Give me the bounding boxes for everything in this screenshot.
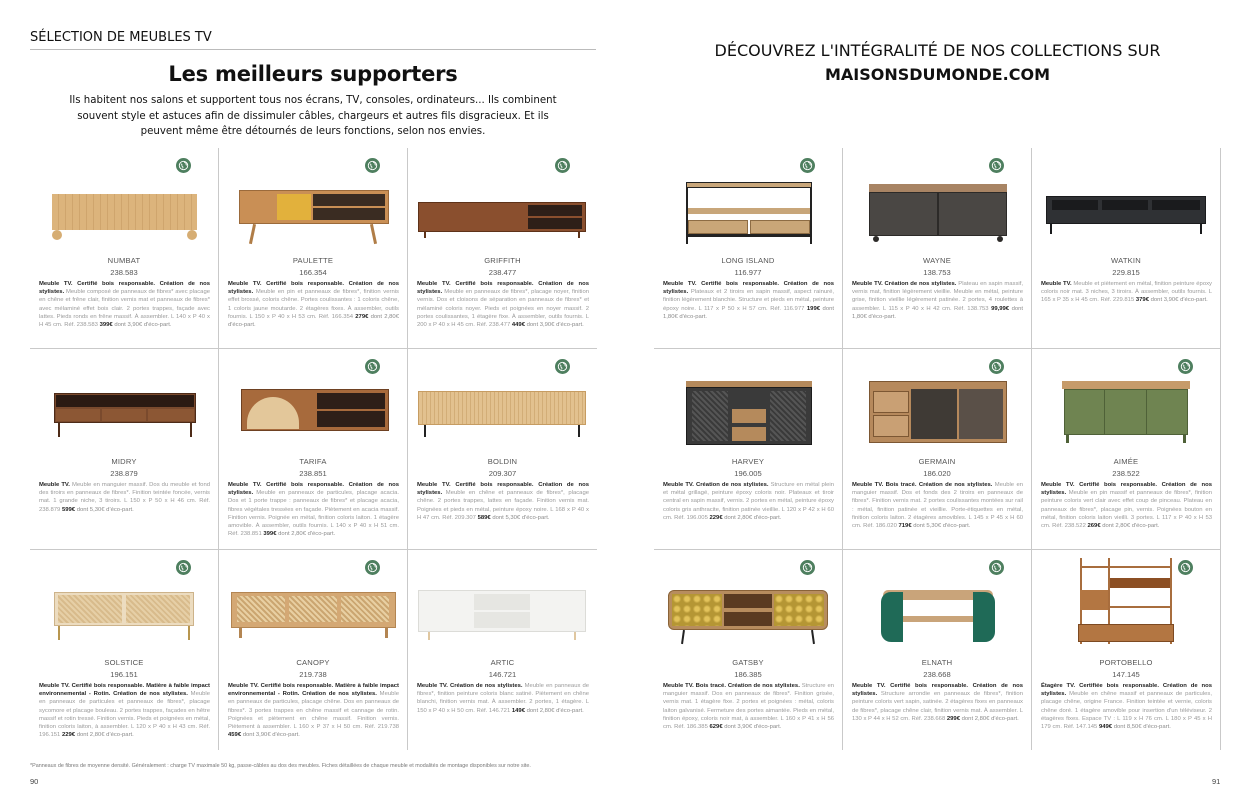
green-globe-icon bbox=[555, 359, 570, 374]
product-description bbox=[1041, 481, 1212, 530]
desc-lead: Meuble TV. Création de nos stylistes. bbox=[417, 683, 523, 689]
product-image bbox=[418, 580, 587, 655]
product-image bbox=[664, 178, 832, 253]
product-name: BOLDIN bbox=[487, 457, 518, 466]
product-image bbox=[853, 379, 1021, 454]
product-image bbox=[853, 580, 1021, 655]
product-description bbox=[39, 481, 210, 514]
desc-body: Meuble en panneaux de fibres*, placage noyer, finition vernis. Dos et cloisons de séparation en panneaux de fibres* et mélaminé coloris noyer. Pieds et poignées en noyer massif. 2 portes coulissantes, 1 étagère fixe. À assembler, outils fournis. L 200 x P 40 x H 45 cm. Réf. 238.477 bbox=[417, 289, 589, 329]
product-card-gatsby[interactable] bbox=[654, 550, 843, 750]
green-globe-icon bbox=[1178, 359, 1193, 374]
desc-lead: Meuble TV. Certifié bois responsable. Création de nos stylistes. bbox=[663, 281, 834, 296]
product-price: 399€ bbox=[263, 531, 277, 538]
product-card-portobello[interactable] bbox=[1032, 550, 1221, 750]
product-card-midry[interactable] bbox=[30, 349, 219, 550]
product-image bbox=[418, 379, 587, 454]
product-image bbox=[853, 178, 1021, 253]
product-image bbox=[40, 379, 208, 454]
product-description bbox=[663, 481, 834, 522]
product-ref: 186.020 bbox=[923, 469, 951, 478]
green-globe-icon bbox=[989, 359, 1004, 374]
product-grid-left bbox=[30, 148, 597, 750]
green-globe-icon bbox=[989, 158, 1004, 173]
product-description bbox=[417, 481, 589, 522]
green-globe-icon bbox=[800, 158, 815, 173]
eco-part: dont 5,30€ d'éco-part. bbox=[492, 514, 550, 521]
desc-body: Meuble en manguier massif. Dos du meuble et fond des tiroirs en panneaux de fibres*. Finition teintée foncée, vernis mat. 1 grande niche, 3 tiroirs. L 150 x P 50 x H 46 cm. Réf. 238.879 bbox=[39, 482, 211, 513]
desc-body: Plateau en sapin massif, vernis mat, finition légèrement vieillie. Meuble en métal, peinture grise, finition vieillie légèrement patinée. 2 portes, 4 roulettes à assembler. L 115 x P 40 x H 42 cm. Réf. 138.753 bbox=[852, 281, 1023, 312]
desc-body: Meuble composé de panneaux de fibres* avec placage en chêne et frêne clair, finition vernis mat et panneaux de fibres* avec mélaminé effet bois clair. 2 portes trappes, façade avec lattes. Pieds ronds en frêne massif. À assembler. L 140 x P 40 x H 45 cm. Réf. 238.583 bbox=[39, 289, 211, 329]
product-description bbox=[228, 481, 399, 538]
product-card-wayne[interactable] bbox=[843, 148, 1032, 349]
desc-body: Structure en manguier massif. Dos en panneaux de fibres*. Finition grisée, vernis mat. 1 étagère fixe. 2 portes et poignées : métal, coloris laiton galvanisé. Fermeture des portes aimantée. Pieds en métal, finition époxy, coloris noir mat, à assembler. L 160 x P 41 x H 56 cm. Réf. 186.385 bbox=[663, 683, 834, 731]
product-price: 299€ bbox=[946, 715, 960, 722]
eco-part: dont 3,90€ d'éco-part. bbox=[242, 732, 300, 739]
product-price: 449€ bbox=[511, 322, 525, 329]
desc-lead: Meuble TV. Certifié bois responsable. Création de nos stylistes. bbox=[39, 281, 210, 296]
green-globe-icon bbox=[1178, 560, 1193, 575]
desc-body: Plateaux et 2 tiroirs en sapin massif, aspect rainuré, finition légèrement blanchie. Structure et pieds en métal, peinture époxy noire. L 117 x P 50 x H 57 cm. Réf. 116.977 bbox=[663, 289, 834, 312]
product-description bbox=[852, 481, 1023, 530]
product-name: NUMBAT bbox=[107, 256, 141, 265]
product-image bbox=[418, 178, 587, 253]
desc-lead: Meuble TV. bbox=[1041, 281, 1072, 287]
page-number: 90 bbox=[30, 777, 39, 786]
green-globe-icon bbox=[365, 560, 380, 575]
eco-part: dont 2,80€ d'éco-part. bbox=[526, 707, 584, 714]
desc-body: Structure en métal plein et métal grillagé, peinture époxy coloris noir. Plateaux et tiroir central en sapin massif, vernis. 2 portes en métal, peinture époxy coloris gris anthracite, finition patinée vieillie. L 120 x P 42 x H 60 cm. Réf. 196.005 bbox=[663, 482, 834, 521]
product-card-numbat[interactable] bbox=[30, 148, 219, 349]
product-name: TARIFA bbox=[299, 457, 327, 466]
product-card-paulette[interactable] bbox=[219, 148, 408, 349]
product-description bbox=[852, 280, 1023, 321]
product-image bbox=[664, 379, 832, 454]
desc-body: Meuble en chêne massif et panneaux de particules, placage chêne, origine France. Finition teintée et vernie, coloris chêne doré. 1 étagère amovible pour insertion d'un téléviseur. 2 étagères fixes. Espace TV : L 119 x H 76 cm. L 180 x P 45 x H 179 cm. Réf. 147.145 bbox=[1041, 691, 1213, 731]
eco-part: dont 2,80€ d'éco-part. bbox=[1102, 523, 1160, 530]
desc-body: Meuble en pin et panneaux de fibres*, finition vernis effet brossé, coloris chêne. Portes coulissantes : 1 coloris chêne, 1 coloris jaune moutarde. 2 étagères fixes. À assembler, outils fournis. L 150 x P 40 x H 53 cm. Réf. 166.354 bbox=[228, 289, 399, 320]
page-number: 91 bbox=[1212, 777, 1221, 786]
desc-lead: Meuble TV. Certifié bois responsable. Création de nos stylistes. bbox=[417, 482, 589, 497]
product-card-artic[interactable] bbox=[408, 550, 597, 750]
product-description bbox=[39, 682, 210, 739]
product-image bbox=[229, 178, 397, 253]
desc-lead: Meuble TV. Bois tracé. Création de nos stylistes. bbox=[663, 683, 800, 689]
product-price: 199€ bbox=[806, 305, 821, 312]
product-name: CANOPY bbox=[296, 658, 330, 667]
product-image bbox=[229, 580, 397, 655]
product-price: 629€ bbox=[709, 724, 723, 731]
product-ref: 166.354 bbox=[299, 268, 327, 277]
desc-lead: Meuble TV. Certifié bois responsable. Création de nos stylistes. bbox=[852, 683, 1023, 698]
product-image bbox=[1042, 580, 1210, 655]
eco-part: dont 2,80€ d'éco-part. bbox=[278, 531, 336, 538]
product-ref: 196.005 bbox=[734, 469, 762, 478]
product-image bbox=[40, 580, 208, 655]
product-description bbox=[228, 280, 399, 329]
product-grid-right bbox=[654, 148, 1221, 750]
product-name: GRIFFITH bbox=[484, 256, 521, 265]
eco-part: dont 2,80€ d'éco-part. bbox=[76, 732, 134, 739]
product-name: MIDRY bbox=[111, 457, 137, 466]
product-image bbox=[1042, 379, 1210, 454]
product-name: PAULETTE bbox=[292, 256, 334, 265]
product-name: HARVEY bbox=[731, 457, 765, 466]
desc-body: Meuble en chêne et panneaux de fibres*, placage chêne. 2 portes trappes, lattes en façade. Finition vernis mat. Poignées et pieds en métal, peinture époxy noire. L 168 x P 40 x H 47 cm. Réf. 209.307 bbox=[417, 490, 589, 521]
green-globe-icon bbox=[176, 158, 191, 173]
desc-lead: Meuble TV. Certifié bois responsable. Matière à faible impact environnemental - Rotin. Création de nos stylistes. bbox=[39, 683, 210, 698]
product-card-harvey[interactable] bbox=[654, 349, 843, 550]
desc-body: Meuble en panneaux de fibres*, finition peinture coloris blanc satiné. Piètement en chêne blanchi, finition vernis mat. À assembler. 2 portes, 1 étagère. L 150 x P 40 x H 50 cm. Réf. 146.721 bbox=[417, 683, 589, 714]
product-ref: 116.977 bbox=[734, 268, 762, 277]
product-price: 99,99€ bbox=[991, 305, 1010, 312]
product-ref: 238.668 bbox=[923, 670, 951, 679]
footnote: *Panneaux de fibres de moyenne densité. Généralement : charge TV maximale 50 kg, passe-câbles au dos des meubles. Fiches détaillées de chaque meuble et modalités de montage disponibles sur notre site. bbox=[30, 763, 531, 769]
product-ref: 238.583 bbox=[110, 268, 138, 277]
product-description bbox=[417, 280, 589, 329]
product-price: 949€ bbox=[1098, 724, 1113, 731]
product-description bbox=[1041, 280, 1212, 305]
desc-lead: Meuble TV. bbox=[39, 482, 70, 488]
eco-part: dont 2,80€ d'éco-part. bbox=[961, 715, 1019, 722]
desc-lead: Meuble TV. Certifié bois responsable. Création de nos stylistes. bbox=[228, 281, 399, 296]
product-price: 279€ bbox=[355, 313, 369, 320]
product-image bbox=[664, 580, 832, 655]
eco-part: dont 1,80€ d'éco-part. bbox=[852, 305, 1024, 320]
product-name: GATSBY bbox=[732, 658, 764, 667]
product-price: 599€ bbox=[61, 506, 76, 513]
product-name: WAYNE bbox=[922, 256, 951, 265]
product-ref: 209.307 bbox=[488, 469, 517, 478]
eco-part: dont 5,30€ d'éco-part. bbox=[76, 506, 134, 513]
product-card-griffith[interactable] bbox=[408, 148, 597, 349]
product-card-solstice[interactable] bbox=[30, 550, 219, 750]
product-card-germain[interactable] bbox=[843, 349, 1032, 550]
product-card-long-island[interactable] bbox=[654, 148, 843, 349]
product-ref: 238.879 bbox=[110, 469, 138, 478]
product-description bbox=[663, 682, 834, 731]
product-name: PORTOBELLO bbox=[1099, 658, 1153, 667]
product-price: 589€ bbox=[477, 514, 491, 521]
product-description bbox=[1041, 682, 1212, 731]
product-price: 719€ bbox=[898, 523, 912, 530]
product-price: 229€ bbox=[709, 514, 723, 521]
product-ref: 146.721 bbox=[488, 670, 517, 679]
right-page bbox=[625, 0, 1250, 803]
product-card-tarifa[interactable] bbox=[219, 349, 408, 550]
product-description bbox=[852, 682, 1023, 723]
product-name: AIMÉE bbox=[1113, 457, 1139, 466]
product-ref: 238.522 bbox=[1112, 469, 1140, 478]
product-ref: 229.815 bbox=[1112, 268, 1140, 277]
product-image bbox=[229, 379, 397, 454]
desc-body: Structure arrondie en panneaux de fibres*, finition peinture coloris vert sapin, satinée. 2 étagères fixes en panneaux de fibres*, placage chêne clair, finition vernis mat. À assembler. L 130 x P 44 x H 52 cm. Réf. 238.668 bbox=[852, 691, 1023, 722]
desc-lead: Meuble TV. Création de nos stylistes. bbox=[663, 482, 769, 488]
desc-body: Meuble en panneaux de particules et panneaux de fibres*, placage sycomore et placage bouleau. 2 portes trappes, façades en hêtre massif et rotin tressé. Finition vernis. Pieds et poignées en métal, finition coloris laiton, à assembler. L 120 x P 40 x H 43 cm. Réf. 196.151 bbox=[39, 691, 210, 739]
green-globe-icon bbox=[365, 359, 380, 374]
product-description bbox=[663, 280, 834, 321]
desc-lead: Meuble TV. Création de nos stylistes. bbox=[852, 281, 957, 287]
product-ref: 196.151 bbox=[110, 670, 138, 679]
eco-part: dont 8,50€ d'éco-part. bbox=[1113, 724, 1171, 731]
desc-lead: Meuble TV. Bois tracé. Création de nos stylistes. bbox=[852, 482, 993, 488]
section-title: SÉLECTION DE MEUBLES TV bbox=[30, 30, 596, 50]
product-description bbox=[228, 682, 399, 739]
eco-part: dont 5,30€ d'éco-part. bbox=[913, 523, 971, 530]
desc-lead: Étagère TV. Certifiée bois responsable. Création de nos stylistes. bbox=[1041, 683, 1212, 698]
eco-part: dont 3,90€ d'éco-part. bbox=[526, 322, 584, 329]
product-name: LONG ISLAND bbox=[721, 256, 775, 265]
product-name: SOLSTICE bbox=[104, 658, 144, 667]
product-card-boldin[interactable] bbox=[408, 349, 597, 550]
green-globe-icon bbox=[800, 560, 815, 575]
green-globe-icon bbox=[555, 158, 570, 173]
product-card-elnath[interactable] bbox=[843, 550, 1032, 750]
desc-body: Meuble en manguier massif. Dos et fonds des 2 tiroirs en panneaux de fibres*. Finition vernis mat. 2 portes coulissantes montées sur rail : métal, finition patinée et vieillie. Porte-étiquettes en métal, finition coloris laiton. 2 étagères amovibles. L 145 x P 45 x H 60 cm. Réf. 186.020 bbox=[852, 482, 1024, 530]
eco-part: dont 1,80€ d'éco-part. bbox=[663, 305, 835, 320]
product-name: WATKIN bbox=[1111, 256, 1141, 265]
desc-body: Meuble en panneaux de particules, placage chêne. Dos en panneaux de fibres*. 3 portes trappes en chêne massif et cannage de rotin. Poignées et piètement en chêne massif. Finition vernis. Piètement à assembler. L 160 x P 37 x H 50 cm. Réf. 219.738 bbox=[228, 691, 399, 731]
product-price: 459€ bbox=[228, 732, 242, 739]
product-ref: 138.753 bbox=[923, 268, 951, 277]
green-globe-icon bbox=[176, 560, 191, 575]
desc-lead: Meuble TV. Certifié bois responsable. Création de nos stylistes. bbox=[228, 482, 399, 497]
product-description bbox=[417, 682, 589, 715]
product-ref: 238.851 bbox=[299, 469, 327, 478]
promo-line: DÉCOUVREZ L'INTÉGRALITÉ DE NOS COLLECTIONS SUR bbox=[714, 41, 1161, 60]
product-ref: 147.145 bbox=[1112, 670, 1140, 679]
desc-lead: Meuble TV. Certifié bois responsable. Matière à faible impact environnemental - Rotin. Création de nos stylistes. bbox=[228, 683, 399, 698]
page-headline: Les meilleurs supporters bbox=[168, 62, 458, 86]
eco-part: dont 3,90€ d'éco-part. bbox=[1150, 297, 1208, 304]
product-card-aimee[interactable] bbox=[1032, 349, 1221, 550]
product-name: ARTIC bbox=[490, 658, 515, 667]
eco-part: dont 2,80€ d'éco-part. bbox=[724, 514, 782, 521]
product-price: 269€ bbox=[1087, 523, 1101, 530]
product-image bbox=[1042, 178, 1210, 253]
product-price: 379€ bbox=[1135, 297, 1149, 304]
eco-part: dont 3,90€ d'éco-part. bbox=[114, 322, 172, 329]
product-ref: 186.385 bbox=[734, 670, 762, 679]
product-name: ELNATH bbox=[921, 658, 953, 667]
product-price: 399€ bbox=[99, 322, 113, 329]
product-card-canopy[interactable] bbox=[219, 550, 408, 750]
product-name: GERMAIN bbox=[918, 457, 956, 466]
website-link[interactable]: MAISONSDUMONDE.COM bbox=[824, 65, 1051, 84]
desc-lead: Meuble TV. Certifié bois responsable. Création de nos stylistes. bbox=[1041, 482, 1212, 497]
product-ref: 238.477 bbox=[488, 268, 517, 277]
green-globe-icon bbox=[989, 560, 1004, 575]
product-image bbox=[40, 178, 208, 253]
desc-body: Meuble et piètement en métal, finition peinture époxy coloris noir mat. 3 niches, 3 tiroirs. À assembler, outils fournis. L 165 x P 35 x H 45 cm. Réf. 229.815 bbox=[1041, 281, 1213, 304]
product-description bbox=[39, 280, 210, 329]
eco-part: dont 2,80€ d'éco-part. bbox=[228, 313, 399, 329]
intro-text: Ils habitent nos salons et supportent tous nos écrans, TV, consoles, ordinateurs... Ils combinent souvent style et astuces afin de dissimuler câbles, chargeurs et autres fils disgracieux. Et ils peuvent même être détournés de leurs fonctions, selon nos envies. bbox=[69, 95, 557, 137]
desc-body: Meuble en panneaux de particules, placage acacia. Dos et 1 porte trappe : panneaux de fibres* et placage acacia, fibres végétales tressées en façade. Piètement en acacia massif. Finition vernis. Poignée en métal, finition coloris laiton. 1 étagère amovible. À assembler, outils fournis. L 140 x P 40 x H 51 cm. Réf. 238.851 bbox=[228, 490, 399, 538]
eco-part: dont 3,90€ d'éco-part. bbox=[724, 724, 782, 731]
product-card-watkin[interactable] bbox=[1032, 148, 1221, 349]
desc-body: Meuble en pin massif et panneaux de fibres*, finition peinture coloris vert clair avec effet coup de pinceau. Plateau en panneaux de fibres*, placage pin, vernis. Poignées bouton en métal, finition coloris laiton vieilli. 3 portes. L 117 x P 40 x H 53 cm. Réf. 238.522 bbox=[1041, 490, 1212, 530]
product-ref: 219.738 bbox=[299, 670, 327, 679]
product-price: 229€ bbox=[61, 732, 76, 739]
product-price: 149€ bbox=[511, 707, 525, 714]
green-globe-icon bbox=[365, 158, 380, 173]
desc-lead: Meuble TV. Certifié bois responsable. Création de nos stylistes. bbox=[417, 281, 589, 296]
